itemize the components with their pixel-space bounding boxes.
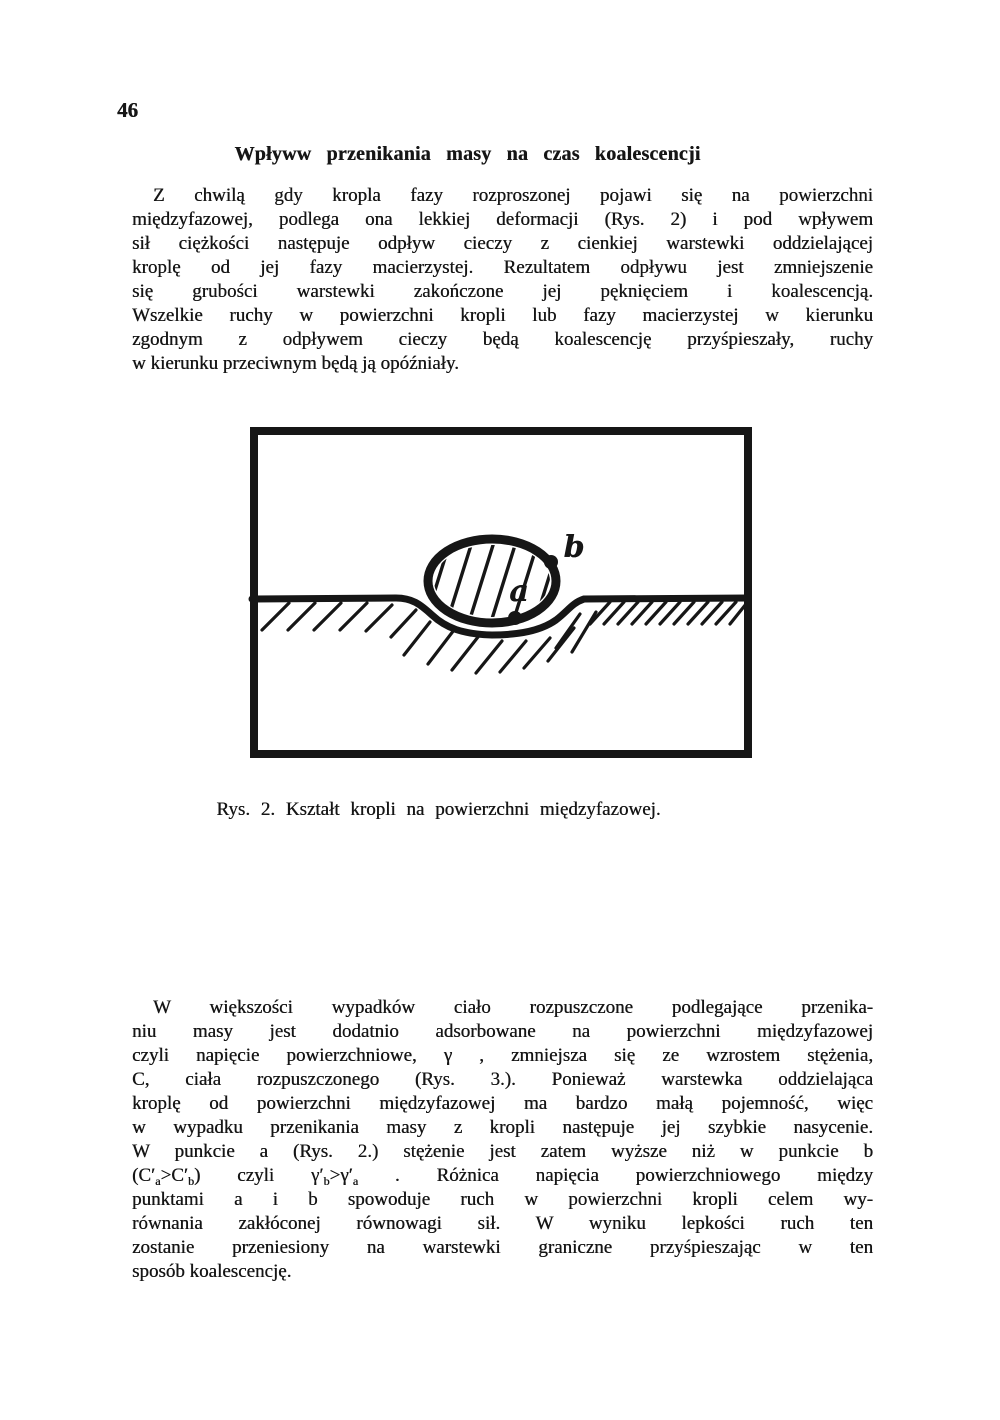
text-line: zostanie przeniesiony na warstewki graniczne przyśpieszając w ten	[132, 1237, 873, 1258]
point-b-label: b	[563, 530, 585, 565]
text-line: Z chwilą gdy kropla fazy rozproszonej pojawi się na powierzchni	[153, 185, 873, 206]
text-line-formula: $(C'_a>C'_b)$ czyli $\gamma'_b>\gamma'_a$ . Różnica napięcia powierzchniowego między	[132, 1165, 873, 1188]
text-line: zgodnym z odpływem cieczy będą koalescencję przyśpieszały, ruchy	[132, 329, 873, 350]
point-a-label: a	[509, 574, 529, 609]
text-line: sił ciężkości następuje odpływ cieczy z cienkiej warstewki oddzielającej	[132, 233, 873, 254]
text-line: sposób koalescencję.	[132, 1261, 292, 1282]
text-line: C, ciała rozpuszczonego (Rys. 3.). Ponieważ warstewka oddzielająca	[132, 1069, 873, 1090]
text-line: się grubości warstewki zakończone jej pęknięciem i koalescencją.	[132, 281, 873, 302]
text-line: czyli napięcie powierzchniowe, γ , zmniejsza się ze wzrostem stężenia,	[132, 1045, 873, 1066]
text-line: niu masy jest dodatnio adsorbowane na powierzchni międzyfazowej	[132, 1021, 873, 1042]
text-line: międzyfazowej, podlega ona lekkiej deformacji (Rys. 2) i pod wpływem	[132, 209, 873, 230]
paragraph-1	[132, 184, 873, 376]
text-line: Wszelkie ruchy w powierzchni kropli lub fazy macierzystej w kierunku	[132, 305, 873, 326]
text-line: w kierunku przeciwnym będą ją opóźniały.	[132, 353, 459, 374]
figure-caption: Rys. 2. Kształt kropli na powierzchni międzyfazowej.	[216, 799, 661, 820]
text-line: w wypadku przenikania masy z kropli następuje jej szybkie nasycenie.	[132, 1117, 873, 1138]
point-b-dot	[544, 555, 558, 569]
point-a-dot	[508, 611, 522, 625]
figure-drop-on-interface-diagram	[248, 423, 756, 763]
section-heading: Wpływw przenikania masy na czas koalescencji	[234, 143, 701, 165]
text-line: równania zakłóconej równowagi sił. W wyniku lepkości ruch ten	[132, 1213, 873, 1234]
text-line: punktami a i b spowoduje ruch w powierzchni kropli celem wy-	[132, 1189, 873, 1210]
text-line: W punkcie a (Rys. 2.) stężenie jest zatem wyższe niż w punkcie b	[132, 1141, 873, 1162]
paragraph-2	[132, 996, 873, 1284]
text-line: kroplę od jej fazy macierzystej. Rezultatem odpływu jest zmniejszenie	[132, 257, 873, 278]
page-number: 46	[117, 98, 138, 122]
text-line: W większości wypadków ciało rozpuszczone podlegające przenika-	[153, 997, 873, 1018]
text-line: kroplę od powierzchni międzyfazowej ma bardzo małą pojemność, więc	[132, 1093, 873, 1114]
